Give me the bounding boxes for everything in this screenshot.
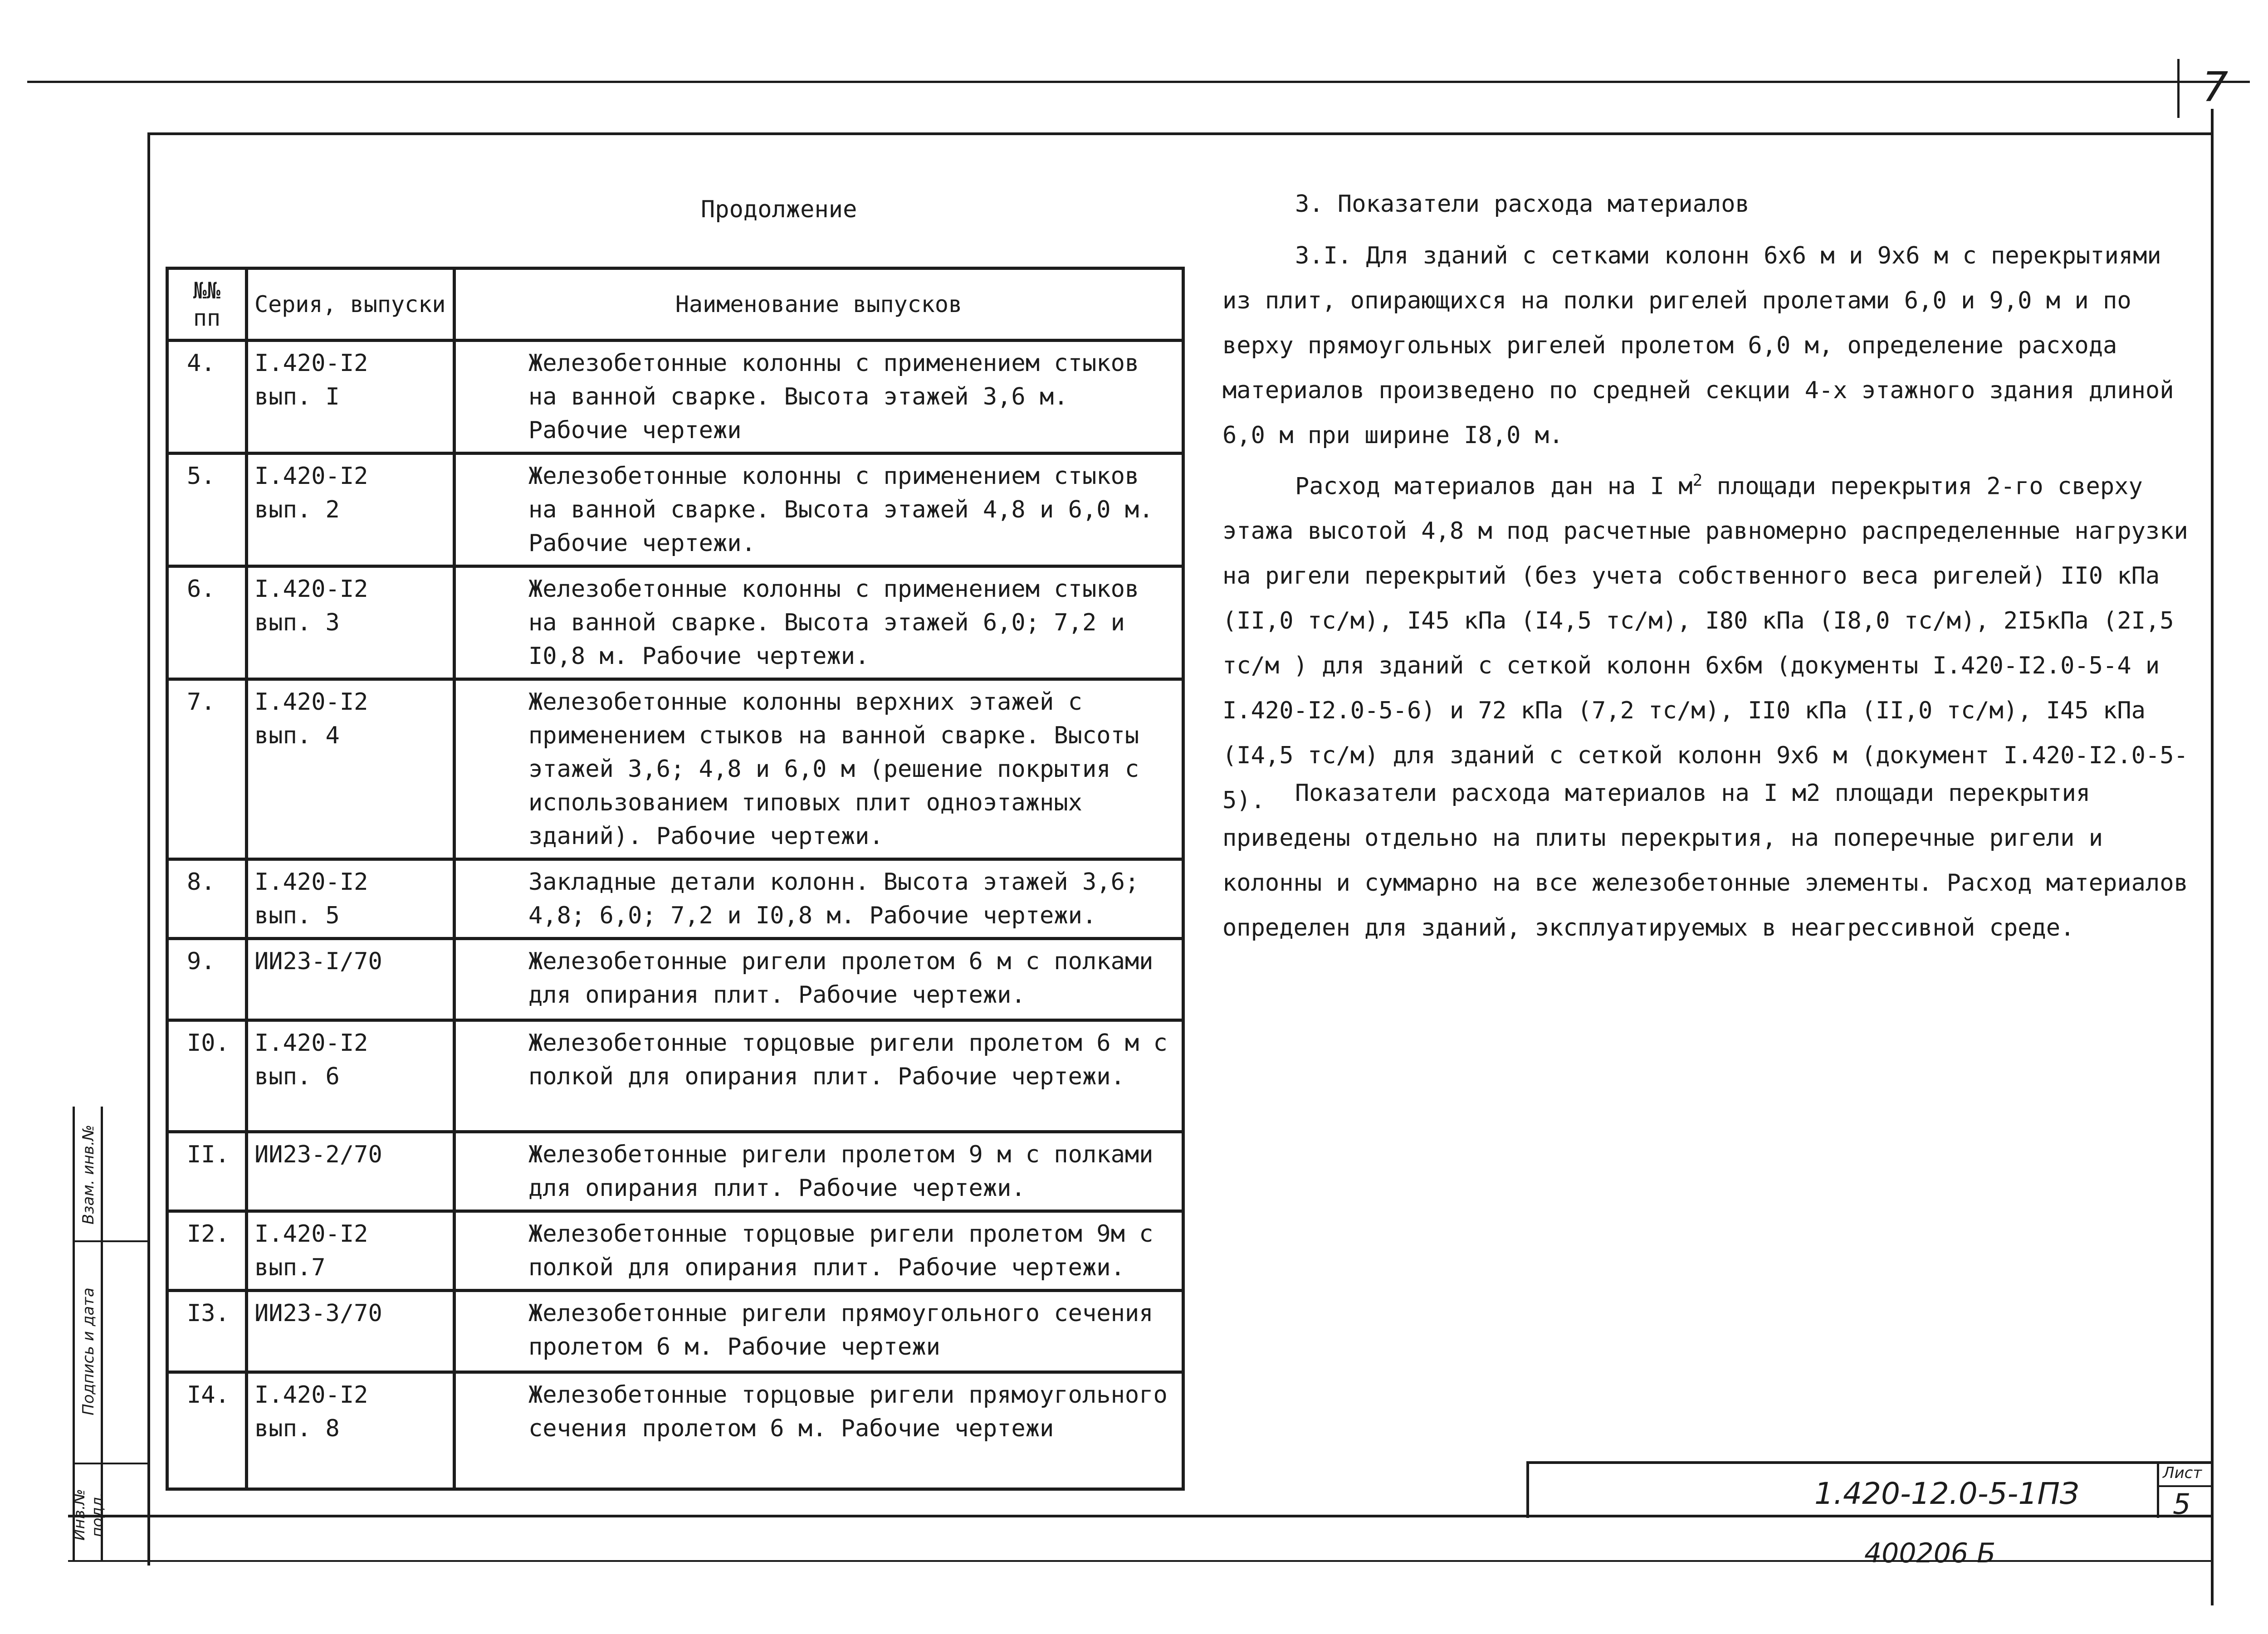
table-row [167, 859, 1183, 939]
row-name: Железобетонные ригели пролетом 9 м с полками для опирания плит. Рабочие чертежи. [455, 1132, 1183, 1211]
side-stamp-h1 [73, 1240, 147, 1242]
row-number: 6. [167, 566, 247, 679]
sheet-number: 5 [2173, 1488, 2191, 1521]
row-name: Железобетонные колонны с применением стыков на ванной сварке. Высота этажей 3,6 м. Рабочие чертежи [455, 341, 1183, 454]
section-title: 3. Показатели расхода материалов [1295, 190, 1750, 218]
sheet-label: Лист [2163, 1464, 2202, 1482]
page-number: 7 [2202, 63, 2229, 111]
row-series: I.420-I2 вып. 4 [247, 679, 455, 859]
paragraph-2-superscript: 2 [1692, 471, 1703, 490]
table-row [167, 1211, 1183, 1291]
table-row [167, 454, 1183, 566]
row-name: Железобетонные колонны с применением стыков на ванной сварке. Высота этажей 6,0; 7,2 и I0,8 м. Рабочие чертежи. [455, 566, 1183, 679]
row-series: ИИ23-2/70 [247, 1132, 455, 1211]
table-row [167, 679, 1183, 859]
frame-bottom [68, 1515, 2214, 1517]
row-number: I0. [167, 1020, 247, 1132]
stamp-sheet-label-line [2157, 1485, 2214, 1487]
row-series: I.420-I2 вып. 8 [247, 1372, 455, 1489]
side-label-inventory: Инв.№ подл. [70, 1489, 107, 1541]
table-row [167, 341, 1183, 454]
row-name: Железобетонные торцовые ригели пролетом 6 м с полкой для опирания плит. Рабочие чертежи. [455, 1020, 1183, 1132]
table-row [167, 1291, 1183, 1372]
row-series: ИИ23-3/70 [247, 1291, 455, 1372]
row-number: 5. [167, 454, 247, 566]
row-series: I.420-I2 вып. 5 [247, 859, 455, 939]
side-stamp-h2 [73, 1463, 147, 1464]
header-name: Наименование выпусков [455, 268, 1183, 341]
row-series: ИИ23-I/70 [247, 939, 455, 1020]
table-row [167, 1372, 1183, 1489]
series-table [166, 267, 1185, 1491]
paragraph-1-text: 3.I. Для зданий с сетками колонн 6х6 м и 9х6 м с перекрытиями из плит, опирающихся на полки ригелей пролетами 6,0 и 9,0 м и по верху прямоугольных ригелей пролетом 6,0 м, определение расхода материалов произведено по средней секции 4-х этажного здания длиной 6,0 м при ширине I8,0 м. [1222, 242, 2174, 449]
row-series: I.420-I2 вып.7 [247, 1211, 455, 1291]
row-name: Железобетонные ригели прямоугольного сечения пролетом 6 м. Рабочие чертежи [455, 1291, 1183, 1372]
row-name: Железобетонные торцовые ригели пролетом 9м с полкой для опирания плит. Рабочие чертежи. [455, 1211, 1183, 1291]
frame-right [2211, 109, 2214, 1605]
section-paragraph-2 [1222, 458, 2193, 823]
paragraph-2-text-end: площади перекрытия 2-го сверху этажа высотой 4,8 м под расчетные равномерно распределенные нагрузки на ригели перекрытий (без учета собственного веса ригелей) II0 кПа (II,0 тс/м), I45 кПа (I4,5 тс/м), I80 кПа (I8,0 тс/м), 2I5кПа (2I,5 тс/м ) для зданий с сеткой колонн 6х6м (документы I.420-I2.0-5-4 и I.420-I2.0-5-6) и 72 кПа (7,2 тс/м), II0 кПа (II,0 тс/м), I45 кПа (I4,5 тс/м) для зданий с сеткой колонн 9х6 м (документ I.420-I2.0-5-5). [1222, 473, 2188, 815]
top-edge-line [27, 81, 2250, 83]
row-number: I3. [167, 1291, 247, 1372]
header-series: Серия, выпуски [247, 268, 455, 341]
row-number: I4. [167, 1372, 247, 1489]
table-row [167, 1132, 1183, 1211]
row-series: I.420-I2 вып. 3 [247, 566, 455, 679]
row-number: 4. [167, 341, 247, 454]
paragraph-2-text-start: Расход материалов дан на I м [1295, 473, 1693, 500]
side-label-replace: Взам. инв.№ [79, 1124, 98, 1225]
frame-top [147, 132, 2214, 135]
table-row [167, 1020, 1183, 1132]
header-number: №№ пп [167, 268, 247, 341]
stamp-left [1526, 1461, 1529, 1518]
row-name: Железобетонные колонны верхних этажей с применением стыков на ванной сварке. Высоты этажей 3,6; 4,8 и 6,0 м (решение покрытия с использованием типовых плит одноэтажных зданий). Рабочие чертежи. [455, 679, 1183, 859]
inventory-number: 400206 Б [1864, 1537, 1996, 1569]
section-paragraph-1 [1222, 234, 2193, 458]
table-row [167, 566, 1183, 679]
document-code: 1.420-12.0-5-1ПЗ [1814, 1476, 2079, 1511]
row-number: II. [167, 1132, 247, 1211]
paragraph-3-text: Показатели расхода материалов на I м2 площади перекрытия приведены отдельно на плиты перекрытия, на поперечные ригели и колонны и суммарно на все железобетонные элементы. Расход материалов определен для зданий, эксплуатируемых в неагрессивной среде. [1222, 780, 2188, 941]
row-name: Железобетонные торцовые ригели прямоугольного сечения пролетом 6 м. Рабочие чертежи [455, 1372, 1183, 1489]
table-row [167, 939, 1183, 1020]
row-series: I.420-I2 вып. 2 [247, 454, 455, 566]
row-name: Железобетонные колонны с применением стыков на ванной сварке. Высота этажей 4,8 и 6,0 м. Рабочие чертежи. [455, 454, 1183, 566]
stamp-top [1526, 1461, 2214, 1464]
row-number: 8. [167, 859, 247, 939]
row-number: 7. [167, 679, 247, 859]
frame-left [147, 132, 150, 1566]
continuation-title: Продолжение [701, 196, 857, 223]
stamp-sheet-divider [2157, 1461, 2159, 1518]
row-name: Закладные детали колонн. Высота этажей 3,6; 4,8; 6,0; 7,2 и I0,8 м. Рабочие чертежи. [455, 859, 1183, 939]
table-header-row [167, 268, 1183, 341]
row-name: Железобетонные ригели пролетом 6 м с полками для опирания плит. Рабочие чертежи. [455, 939, 1183, 1020]
page-number-box-left [2177, 59, 2180, 118]
row-series: I.420-I2 вып. 6 [247, 1020, 455, 1132]
row-number: 9. [167, 939, 247, 1020]
row-number: I2. [167, 1211, 247, 1291]
section-paragraph-3 [1222, 771, 2193, 951]
row-series: I.420-I2 вып. I [247, 341, 455, 454]
side-label-signature: Подпись и дата [79, 1288, 98, 1415]
